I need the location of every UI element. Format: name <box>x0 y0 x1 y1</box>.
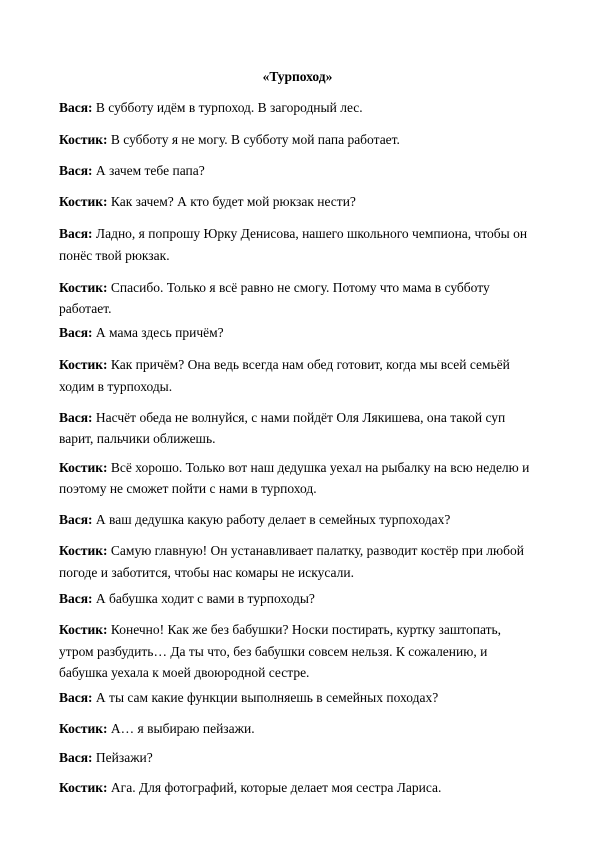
line-text: бабушка уехала к моей двоюродной сестре. <box>59 665 310 680</box>
dialogue-line-continuation <box>59 644 487 660</box>
speaker-name: Вася: <box>59 410 93 425</box>
dialogue-line-continuation <box>59 379 172 395</box>
speaker-name: Вася: <box>59 325 93 340</box>
dialogue-line <box>59 410 505 426</box>
line-text: Спасибо. Только я всё равно не смогу. Потому что мама в субботу <box>107 280 490 295</box>
speaker-name: Костик: <box>59 622 108 637</box>
speaker-name: Костик: <box>59 280 108 295</box>
document-title: «Турпоход» <box>262 69 333 84</box>
speaker-name: Костик: <box>59 357 108 372</box>
line-text: Пейзажи? <box>92 750 153 765</box>
line-text: погоде и заботится, чтобы нас комары не искусали. <box>59 565 354 580</box>
line-text: варит, пальчики оближешь. <box>59 431 216 446</box>
dialogue-line <box>59 622 501 638</box>
line-text: Ага. Для фотографий, которые делает моя сестра Лариса. <box>107 780 442 795</box>
line-text: Ладно, я попрошу Юрку Денисова, нашего школьного чемпиона, чтобы он <box>92 226 528 241</box>
dialogue-line <box>59 591 315 607</box>
line-text: В субботу идём в турпоход. В загородный лес. <box>92 100 363 115</box>
dialogue-line <box>59 194 356 210</box>
line-text: Самую главную! Он устанавливает палатку, разводит костёр при любой <box>107 543 524 558</box>
dialogue-line <box>59 721 255 737</box>
line-text: поэтому не сможет пойти с нами в турпоход. <box>59 481 317 496</box>
dialogue-line-continuation <box>59 431 215 447</box>
dialogue-line-continuation <box>59 481 317 497</box>
speaker-name: Вася: <box>59 690 93 705</box>
line-text: Насчёт обеда не волнуйся, с нами пойдёт Оля Лякишева, она такой суп <box>92 410 506 425</box>
dialogue-line-continuation <box>59 565 354 581</box>
line-text: В субботу я не могу. В субботу мой папа работает. <box>107 132 400 147</box>
speaker-name: Вася: <box>59 512 93 527</box>
dialogue-line <box>59 780 441 796</box>
line-text: Как причём? Она ведь всегда нам обед готовит, когда мы всей семьёй <box>107 357 510 372</box>
line-text: А бабушка ходит с вами в турпоходы? <box>92 591 315 606</box>
dialogue-line <box>59 280 490 296</box>
line-text: А ваш дедушка какую работу делает в семейных турпоходах? <box>92 512 451 527</box>
dialogue-line <box>59 325 224 341</box>
speaker-name: Вася: <box>59 163 93 178</box>
line-text: А мама здесь причём? <box>92 325 224 340</box>
dialogue-line <box>59 543 524 559</box>
speaker-name: Костик: <box>59 460 108 475</box>
speaker-name: Вася: <box>59 591 93 606</box>
dialogue-line-continuation <box>59 665 309 681</box>
speaker-name: Вася: <box>59 226 93 241</box>
speaker-name: Костик: <box>59 721 108 736</box>
line-text: А ты сам какие функции выполняешь в семейных походах? <box>92 690 439 705</box>
speaker-name: Костик: <box>59 543 108 558</box>
line-text: Всё хорошо. Только вот наш дедушка уехал на рыбалку на всю неделю и <box>107 460 530 475</box>
speaker-name: Вася: <box>59 750 93 765</box>
speaker-name: Костик: <box>59 194 108 209</box>
speaker-name: Костик: <box>59 780 108 795</box>
line-text: Как зачем? А кто будет мой рюкзак нести? <box>107 194 356 209</box>
dialogue-line <box>59 357 510 373</box>
dialogue-line <box>59 226 527 242</box>
dialogue-line <box>59 512 450 528</box>
dialogue-line <box>59 132 400 148</box>
line-text: ходим в турпоходы. <box>59 379 173 394</box>
dialogue-line-continuation <box>59 301 112 317</box>
dialogue-line <box>59 750 153 766</box>
line-text: утром разбудить… Да ты что, без бабушки совсем нельзя. К сожалению, и <box>59 644 488 659</box>
dialogue-line <box>59 460 529 476</box>
line-text: работает. <box>59 301 112 316</box>
speaker-name: Костик: <box>59 132 108 147</box>
line-text: А зачем тебе папа? <box>92 163 205 178</box>
line-text: А… я выбираю пейзажи. <box>107 721 255 736</box>
dialogue-line <box>59 100 363 116</box>
line-text: понёс твой рюкзак. <box>59 248 170 263</box>
line-text: Конечно! Как же без бабушки? Носки постирать, куртку заштопать, <box>107 622 502 637</box>
dialogue-line-continuation <box>59 248 170 264</box>
dialogue-line <box>59 163 205 179</box>
dialogue-line <box>59 690 438 706</box>
speaker-name: Вася: <box>59 100 93 115</box>
